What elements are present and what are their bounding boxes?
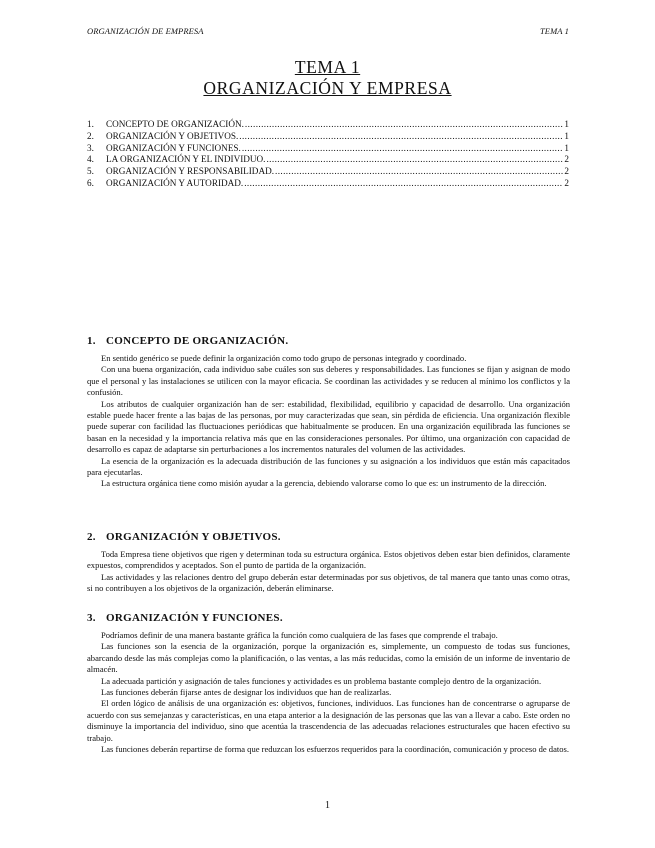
- paragraph: La estructura orgánica tiene como misión ayudar a la gerencia, debiendo valorarse como lo que es: un instrumento de la dirección.: [101, 478, 547, 489]
- toc-entry-title: ORGANIZACIÓN Y OBJETIVOS.: [106, 130, 239, 141]
- toc-entry-page: 1: [564, 130, 569, 141]
- title-line-2: ORGANIZACIÓN Y EMPRESA: [203, 78, 452, 98]
- section-title: ORGANIZACIÓN Y OBJETIVOS.: [106, 531, 281, 543]
- toc-entry-number: 3.: [87, 142, 94, 153]
- toc-entry: [87, 178, 569, 190]
- toc-dot-leader: [244, 178, 563, 190]
- paragraph: Las funciones deberán repartirse de forma que reduzcan los esfuerzos requeridos para la coordinación, comunicación y proceso de datos.: [101, 744, 569, 755]
- section-number: 2.: [87, 531, 96, 543]
- toc-entry-title: ORGANIZACIÓN Y FUNCIONES.: [106, 142, 241, 153]
- page-number: 1: [325, 800, 330, 811]
- paragraph: Con una buena organización, cada individuo sabe cuáles son sus deberes y responsabilidades. Las funciones se fijan y asignan de modo que el personal y las instalaciones se utilicen con la mayor eficacia. Se coordinan las actividades y se reducen al mínimo los conflictos y la confusión.: [87, 364, 570, 398]
- section-number: 1.: [87, 335, 96, 347]
- toc-dot-leader: [275, 166, 563, 178]
- toc-entry: [87, 131, 569, 143]
- toc-entry-number: 2.: [87, 130, 94, 141]
- paragraph: Toda Empresa tiene objetivos que rigen y determinan toda su estructura orgánica. Estos objetivos deben estar bien definidos, claramente expuestos, comprendidos y aceptados. Son el punto de partida de la organización.: [87, 549, 570, 571]
- toc-entry-number: 6.: [87, 177, 94, 188]
- section-heading: [87, 531, 570, 543]
- paragraph: El orden lógico de análisis de una organización es: objetivos, funciones, individuos. Las funciones han de concentrarse o agruparse de acuerdo con sus semejanzas y características, en una etapa anterior a la designación de las personas que las van a llevar a cabo. Este orden no disminuye la importancia del individuo, sino que acentúa la trascendencia de las adecuadas relaciones estructurales que hacen efectivo su trabajo.: [87, 698, 570, 743]
- section-heading: [87, 612, 570, 624]
- section-title: CONCEPTO DE ORGANIZACIÓN.: [106, 335, 289, 347]
- toc-dot-leader: [266, 154, 563, 166]
- toc-entry-title: LA ORGANIZACIÓN Y EL INDIVIDUO.: [106, 154, 266, 165]
- section-funciones: [87, 612, 570, 755]
- running-header: [87, 26, 569, 36]
- toc-entry-page: 2: [564, 177, 569, 188]
- toc-entry-page: 2: [564, 154, 569, 165]
- toc-entry: [87, 119, 569, 131]
- toc-entry-page: 1: [564, 119, 569, 129]
- title-line-1: TEMA 1: [294, 57, 361, 77]
- section-number: 3.: [87, 612, 96, 624]
- toc-dot-leader: [245, 119, 564, 131]
- toc-entry: [87, 166, 569, 178]
- toc-entry-title: ORGANIZACIÓN Y RESPONSABILIDAD.: [106, 166, 275, 177]
- paragraph: Las actividades y las relaciones dentro del grupo deberán estar determinadas por sus objetivos, de tal manera que tanto unas como otras, si no contribuyen a los objetivos de la organización, deberán eliminarse.: [87, 571, 570, 594]
- paragraph: Las funciones son la esencia de la organización, porque la organización es, simplemente, un compuesto de todas sus funciones, abarcando desde las más complejas como la planificación, o las ventas, a las más reducidas, como la emisión de un informe de inventario de almacén.: [87, 641, 570, 675]
- header-left: ORGANIZACIÓN DE EMPRESA: [87, 26, 204, 36]
- section-concepto: [87, 335, 570, 490]
- section-heading: [87, 335, 570, 347]
- toc-entry-page: 2: [564, 166, 569, 177]
- paragraph: La esencia de la organización es la adecuada distribución de las funciones y su asignación a los individuos que están más capacitados para ejecutarlas.: [87, 455, 570, 478]
- paragraph: En sentido genérico se puede definir la organización como todo grupo de personas integrado y coordinado.: [101, 353, 467, 363]
- paragraph: Las funciones deberán fijarse antes de designar los individuos que han de realizarlas.: [101, 687, 392, 698]
- paragraph: Podríamos definir de una manera bastante gráfica la función como cualquiera de las fases que comprende el trabajo.: [101, 630, 498, 640]
- paragraph: La adecuada partición y asignación de tales funciones y actividades es un problema bastante complejo dentro de la organización.: [101, 675, 542, 686]
- table-of-contents: [87, 119, 569, 190]
- section-title: ORGANIZACIÓN Y FUNCIONES.: [106, 612, 283, 624]
- toc-entry-title: ORGANIZACIÓN Y AUTORIDAD.: [106, 177, 244, 188]
- section-objetivos: [87, 531, 570, 595]
- paragraph: Los atributos de cualquier organización han de ser: estabilidad, flexibilidad, equilibrio y capacidad de desarrollo. Una organización estable puede hacer frente a las bajas de las personas, por muy caracterizadas que sean, sin pérdida de eficiencia. Una organización flexible puede superar con facilidad las fluctuaciones periódicas que habitualmente se producen. En una organización equilibrada las funciones se basan en la necesidad y la importancia relativa más que en las consideraciones personales. Por último, una organización con capacidad de desarrollo es capaz de adaptarse sin perturbaciones a los incrementos naturales del volumen de las actividades.: [87, 398, 570, 455]
- toc-dot-leader: [239, 131, 563, 143]
- toc-entry: [87, 143, 569, 155]
- toc-dot-leader: [242, 143, 564, 155]
- toc-entry: [87, 154, 569, 166]
- toc-entry-number: 1.: [87, 119, 94, 129]
- toc-entry-number: 5.: [87, 166, 94, 177]
- toc-entry-title: CONCEPTO DE ORGANIZACIÓN.: [106, 119, 244, 129]
- toc-entry-page: 1: [564, 142, 569, 153]
- header-right: TEMA 1: [539, 26, 569, 36]
- document-title: [0, 57, 655, 99]
- toc-entry-number: 4.: [87, 154, 94, 165]
